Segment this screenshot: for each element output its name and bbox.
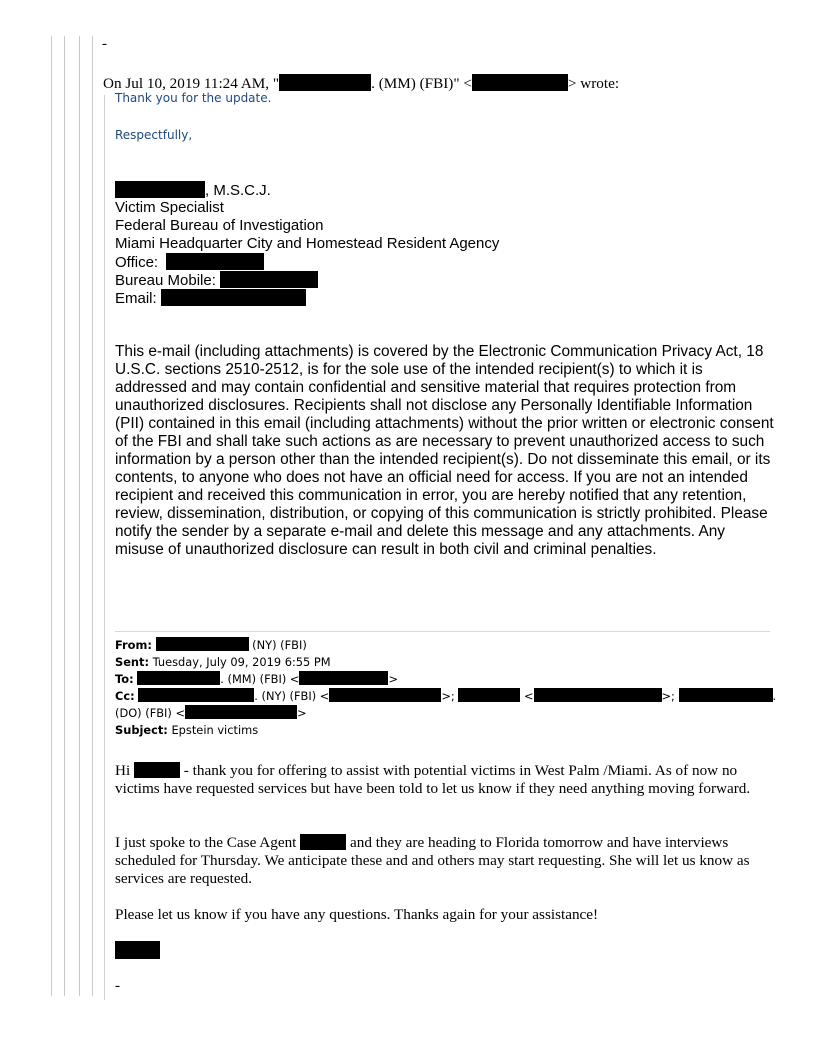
redaction [166, 253, 264, 270]
cc-line-2-end: > [297, 706, 307, 720]
signature-org: Federal Bureau of Investigation [115, 217, 324, 234]
redaction [299, 671, 388, 685]
p1-rest: - thank you for offering to assist with potential victims in West Palm /Miami. As of now no victims have requested services but have been told to let us know if they need anything moving forward. [115, 762, 751, 797]
signature-credential: , M.S.C.J. [205, 182, 271, 199]
cc-line-2 [115, 704, 307, 722]
cc-line [115, 687, 776, 705]
attribution-suffix: > wrote: [567, 75, 620, 92]
redaction [137, 671, 220, 685]
reply-signoff: Respectfully, [115, 128, 193, 142]
sender-signature-redaction [115, 941, 160, 959]
cc-line-2-start: (DO) (FBI) < [115, 706, 186, 720]
header-divider [115, 631, 770, 632]
redaction [472, 74, 568, 91]
redaction [161, 289, 306, 306]
cc-label: Cc: [115, 689, 135, 703]
subject-value: Epstein victims [167, 723, 259, 737]
p1-start: Hi [115, 762, 134, 779]
redaction [279, 74, 371, 91]
signature-office-line [115, 253, 264, 272]
attribution-middle: . (MM) (FBI)" < [371, 75, 472, 92]
redaction [138, 688, 254, 702]
cc-part-3: < [520, 689, 534, 703]
signature-email-line [115, 289, 306, 308]
redaction [300, 834, 346, 850]
quote-bar-4 [92, 36, 93, 996]
p2-rest: and they are heading to Florida tomorrow and have interviews scheduled for Thursday. We anticipate these and and others may start requesting. She will let us know as services are requested. [115, 834, 750, 887]
from-line [115, 636, 307, 654]
privacy-disclaimer: This e-mail (including attachments) is covered by the Electronic Communication Privacy Act, 18 U.S.C. sections 2510-2512, is for the sole use of the intended recipient(s) to which it is addressed and may contain confidential and sensitive material that requires protection from unauthorized disclosures. Recipients shall not disclose any Personally Identifiable Information (PII) contained in this email (including attachments) without the prior written or electronic consent of the FBI and shall take such actions as are necessary to prevent unauthorized access to such information by a person other than the intended recipient(s). Do not disseminate this email, or its contents, to anyone who does not have an official need for access. If you are not an intended recipient and received this communication in error, you are hereby notified that any retention, review, dissemination, distribution, or copying of this communication is strictly prohibited. Please notify the sender by a separate e-mail and delete this message and any attachments. Any misuse of unauthorized disclosure can result in both civil and criminal penalties. [115, 343, 774, 558]
redaction [115, 181, 205, 198]
redaction [458, 688, 520, 702]
subject-line [115, 721, 258, 739]
redaction [134, 762, 180, 778]
redaction [679, 688, 773, 702]
mobile-label: Bureau Mobile: [115, 272, 216, 289]
from-value: (NY) (FBI) [248, 638, 307, 652]
top-dash: - [102, 36, 107, 52]
sent-label: Sent: [115, 655, 150, 669]
subject-label: Subject: [115, 723, 168, 737]
sent-value: Tuesday, July 09, 2019 6:55 PM [149, 655, 331, 669]
office-label: Office: [115, 254, 159, 271]
quote-bar-1 [51, 36, 52, 996]
attribution-prefix: On Jul 10, 2019 11:24 AM, " [103, 75, 280, 92]
to-end: > [388, 672, 398, 686]
signature-mobile-line [115, 271, 318, 290]
redaction [329, 688, 441, 702]
redaction [156, 637, 249, 651]
message-paragraph-2 [115, 834, 775, 888]
quote-bar-3 [79, 36, 80, 996]
from-label: From: [115, 638, 152, 652]
redaction [185, 705, 297, 719]
message-paragraph-3: Please let us know if you have any questions. Thanks again for your assistance! [115, 906, 599, 923]
quote-bar-5 [104, 95, 105, 1000]
signature-name-line [115, 181, 271, 200]
to-line [115, 670, 398, 688]
to-label: To: [115, 672, 134, 686]
quote-bar-2 [64, 36, 65, 996]
message-paragraph-1 [115, 762, 775, 798]
redaction [534, 688, 662, 702]
cc-part-4: >; [661, 689, 679, 703]
cc-part-1: . (NY) (FBI) < [254, 689, 330, 703]
to-value: . (MM) (FBI) < [220, 672, 300, 686]
cc-part-5: . [772, 689, 777, 703]
email-label: Email: [115, 290, 157, 307]
p2-start: I just spoke to the Case Agent [115, 834, 301, 851]
reply-line-1: Thank you for the update. [115, 91, 272, 105]
signature-title: Victim Specialist [115, 199, 224, 216]
cc-part-2: >; [441, 689, 459, 703]
signature-office-name: Miami Headquarter City and Homestead Resident Agency [115, 235, 500, 252]
bottom-dash: - [115, 978, 120, 994]
redaction [220, 271, 318, 288]
sent-line [115, 653, 331, 671]
